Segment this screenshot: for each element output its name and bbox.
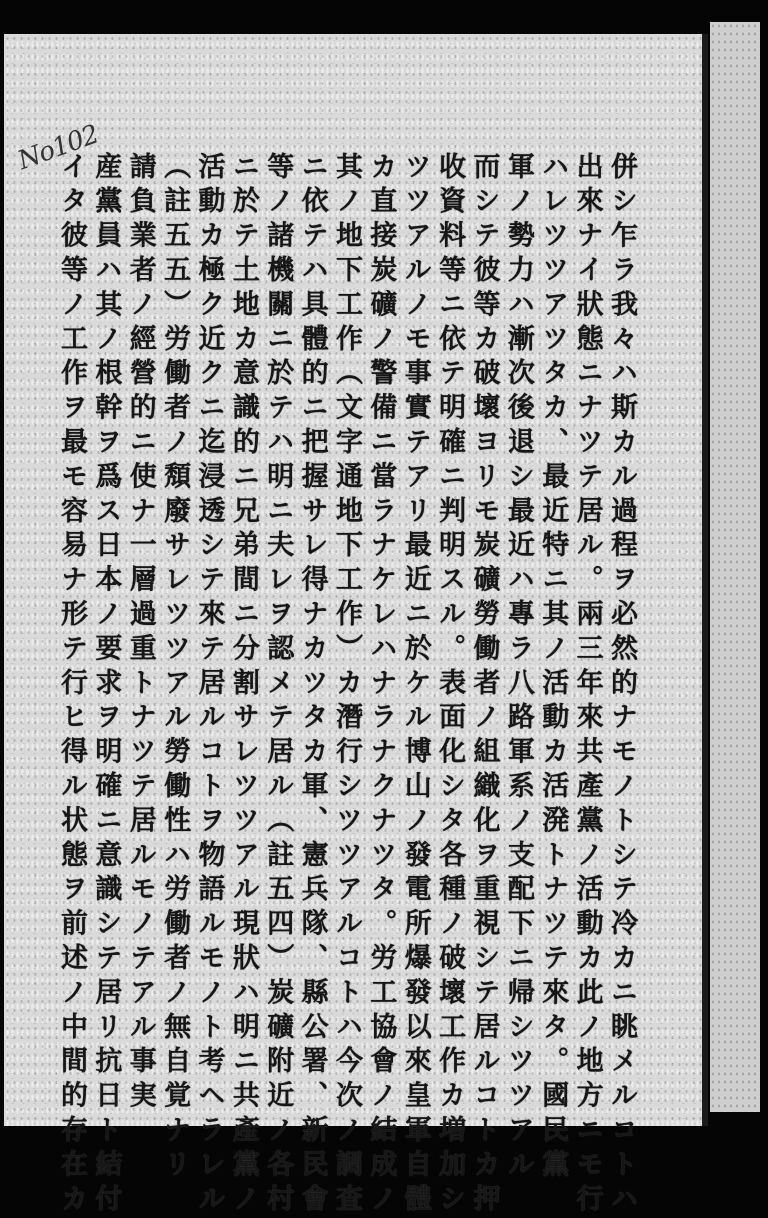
- text-column: （註五五）労働者ノ頽廢サレツツアル勞働性ハ労働者ノ無自覚ナリ: [159, 152, 191, 1184]
- text-column: ハレツツアツタカ、最近特ニ其ノ活動カ活溌トナツテ來タ。國民黨: [537, 152, 569, 1184]
- text-column: 等ノ諸機關ニ於テハ明ニ夫レヲ認メテ居ル（註五四）炭礦附近ノ各村: [262, 152, 294, 1218]
- text-column: 其ノ地下工作（文字通地下工作）カ潛行シツツアルコトハ今次ノ調査: [331, 152, 362, 1218]
- text-column: 併シ乍ラ我々ハ斯カル過程ヲ必然的ナモノトシテ冷カニ眺メルコトハ: [606, 152, 637, 1218]
- text-column: ニ依テハ具體的ニ把握サレ得ナカツタカ軍、憲兵隊、縣公署、新民會: [296, 152, 328, 1218]
- text-column: 請負業者ノ經營的ニ使ナ一層過重トナツテ居ルモノテアル事実: [124, 152, 156, 1116]
- text-column: 而シテ彼等カ破壞ヨリモ炭礦勞働者ノ組織化ヲ重視シテ居ルコトカ押: [468, 152, 500, 1218]
- adjacent-page-edge: [710, 22, 760, 1112]
- text-column: イタ彼等ノ工作ヲ最モ容易ナ形テ行ヒ得ル状態ヲ前述ノ中間的存在カ: [56, 152, 87, 1218]
- text-column: 出來ナイ狀態ニナツテ居ル。兩三年來共產黨ノ活動カ此ノ地方ニモ行: [571, 152, 603, 1218]
- text-column: 産黨員ハ其ノ根幹ヲ爲ス日本ノ要求ヲ明確ニ意識シテ居リ抗日ト結付: [90, 152, 122, 1218]
- text-column: 收資料等ニ依テ明確ニ判明スル。表面化シタ各種ノ破壞工作カ増加シ: [434, 152, 466, 1218]
- handwritten-page-number: No102: [14, 119, 103, 177]
- text-column: カ直接炭礦ノ警備ニ當ラナケレハナラナクナツタ。労工協會ノ結成ノ: [365, 152, 397, 1218]
- text-column: ニ於テ土地カ意識的ニ兄弟間ニ分割サレツツアル現狀ハ明ニ共產黨ノ: [227, 152, 259, 1218]
- text-column: 軍ノ勢力ハ漸次後退シ最近ハ專ラ八路軍系ノ支配下ニ帰シツツアル: [502, 152, 534, 1184]
- text-column: ツツアルノモ事實テアリ最近ニ於ケル博山ノ發電所爆發以來皇軍自體: [399, 152, 431, 1218]
- text-column: 活動カ極ク近クニ迄浸透シテ來テ居ルコトヲ物語ルモノト考ヘラレル: [193, 152, 225, 1218]
- vertical-text-block: [56, 152, 637, 1218]
